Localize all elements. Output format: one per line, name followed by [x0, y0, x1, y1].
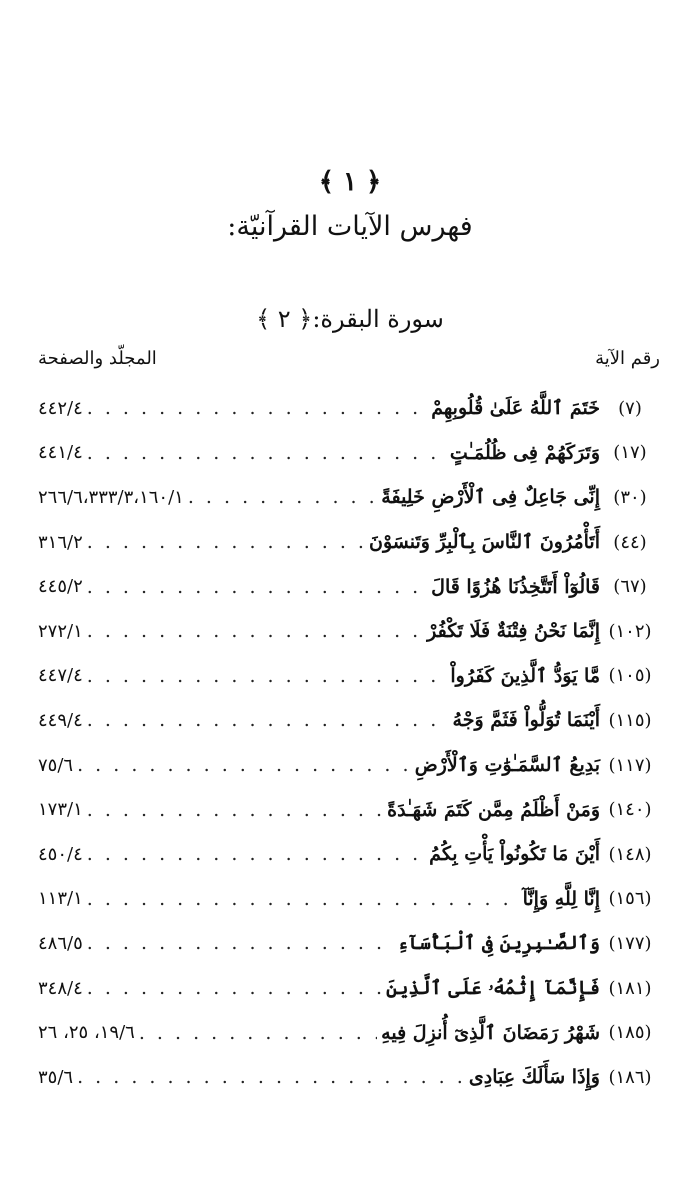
volume-page-ref: ٣٤٨/٤	[38, 977, 83, 999]
ayah-text: فَإِنَّمَآ إِثْمُهُۥ عَلَى ٱلَّذِينَ	[386, 977, 600, 1000]
volume-page-ref: ٤٤٧/٤	[38, 665, 83, 687]
volume-page-ref: ٤٤٩/٤	[38, 709, 83, 731]
volume-page-ref: ٤٥٠/٤	[38, 843, 83, 865]
volume-page-ref: ٤٤٥/٢	[38, 576, 83, 598]
ayah-index-list	[38, 386, 660, 1100]
ayah-number: (٣٠)	[613, 486, 647, 508]
list-item	[38, 386, 660, 431]
list-item	[38, 921, 660, 966]
volume-page-ref: ٣٥/٦	[38, 1066, 74, 1088]
volume-page-ref: ١٧٣/١	[38, 799, 83, 821]
dot-leader	[83, 932, 394, 954]
column-header-ayah-number: رقم الآية	[595, 348, 660, 369]
ayah-number: (١١٥)	[608, 709, 652, 731]
list-item	[38, 520, 660, 565]
dot-leader	[83, 620, 423, 642]
ayah-text: وَإِذَا سَأَلَكَ عِبَادِى	[468, 1066, 600, 1089]
dot-leader	[83, 397, 428, 419]
ayah-number: (١٨٥)	[608, 1022, 652, 1044]
ayah-number: (١٨٦)	[608, 1066, 652, 1088]
dot-leader	[83, 531, 365, 553]
page-title: فهرس الآيات القرآنيّة:	[227, 211, 473, 242]
ayah-number: (١٧٧)	[608, 932, 652, 954]
ayah-text: إِنَّا لِلَّهِ وَإِنَّآ	[522, 887, 600, 910]
list-item	[38, 698, 660, 743]
list-item	[38, 877, 660, 922]
column-header-volume-page: المجلّد والصفحة	[38, 348, 157, 369]
index-section-number: ﴿ ١ ﴾	[318, 167, 382, 197]
ayah-number: (١٠٥)	[608, 665, 652, 687]
ayah-number: (٤٤)	[613, 531, 647, 553]
ayah-text: أَيْنَ مَا تَكُونُواْ يَأْتِ بِكُمُ	[429, 843, 600, 866]
list-item	[38, 1010, 660, 1055]
list-item	[38, 609, 660, 654]
ayah-number: (٦٧)	[613, 576, 647, 598]
ayah-number: (١٧)	[613, 442, 647, 464]
dot-leader	[83, 576, 427, 598]
list-item	[38, 475, 660, 520]
dot-leader	[83, 888, 519, 910]
ayah-text: مَّا يَوَدُّ ٱلَّذِينَ كَفَرُواْ	[450, 664, 600, 687]
volume-page-ref: ١١٣/١	[38, 888, 83, 910]
ayah-number: (١٨١)	[608, 977, 652, 999]
list-item	[38, 564, 660, 609]
volume-page-ref: ١٩/٦، ٢٥، ٢٦	[38, 1022, 135, 1044]
volume-page-ref: ٤٨٦/٥	[38, 932, 83, 954]
ayah-text: أَتَأْمُرُونَ ٱلنَّاسَ بِٱلْبِرِّ وَتَنسَوْنَ	[369, 531, 600, 554]
dot-leader	[135, 1022, 377, 1044]
ayah-number: (١١٧)	[608, 754, 652, 776]
list-item	[38, 654, 660, 699]
volume-page-ref: ٤٤١/٤	[38, 442, 83, 464]
ayah-number: (٧)	[618, 397, 642, 419]
ayah-number: (١٥٦)	[608, 888, 652, 910]
ayah-text: وَتَرَكَهُمْ فِى ظُلُمَـٰتٍ	[449, 441, 600, 464]
dot-leader	[184, 486, 377, 508]
list-item	[38, 431, 660, 476]
ayah-text: إِنِّى جَاعِلٌ فِى ٱلْأَرْضِ خَلِيفَةً	[381, 486, 600, 509]
ayah-text: بَدِيعُ ٱلسَّمَـٰوَٰتِ وَٱلْأَرْضِ	[414, 754, 600, 777]
ayah-number: (١٤٠)	[608, 799, 652, 821]
dot-leader	[83, 977, 382, 999]
ayah-text: خَتَمَ ٱللَّهُ عَلَىٰ قُلُوبِهِمْ	[431, 397, 600, 420]
ayah-number: (١٠٢)	[608, 620, 652, 642]
list-item	[38, 1055, 660, 1100]
list-item	[38, 787, 660, 832]
surah-heading: سورة البقرة:﴿ ٢ ﴾	[256, 305, 444, 333]
dot-leader	[73, 754, 411, 776]
dot-leader	[73, 1066, 465, 1088]
dot-leader	[83, 799, 383, 821]
ayah-text: وَٱلصَّـٰبِرِينَ فِى ٱلْبَأْسَآءِ	[397, 932, 600, 955]
volume-page-ref: ٢٦٦/٦،٣٣٣/٣،١٦٠/١	[38, 486, 184, 508]
list-item	[38, 832, 660, 877]
list-item	[38, 966, 660, 1011]
volume-page-ref: ٧٥/٦	[38, 754, 74, 776]
volume-page-ref: ٢٧٢/١	[38, 620, 83, 642]
ayah-number: (١٤٨)	[608, 843, 652, 865]
ayah-text: شَهْرُ رَمَضَانَ ٱلَّذِىٓ أُنزِلَ فِيهِ	[381, 1021, 600, 1044]
volume-page-ref: ٤٤٢/٤	[38, 397, 83, 419]
list-item	[38, 743, 660, 788]
dot-leader	[83, 442, 446, 464]
dot-leader	[83, 843, 425, 865]
ayah-text: وَمَنْ أَظْلَمُ مِمَّن كَتَمَ شَهَـٰدَةً	[387, 798, 600, 821]
ayah-text: إِنَّمَا نَحْنُ فِتْنَةٌ فَلَا تَكْفُرْ	[427, 620, 600, 643]
ayah-text: أَيْنَمَا تُوَلُّواْ فَثَمَّ وَجْهُ	[452, 709, 600, 732]
ayah-text: قَالُوٓاْ أَتَتَّخِذُنَا هُزُوًا قَالَ	[431, 575, 600, 598]
volume-page-ref: ٣١٦/٢	[38, 531, 83, 553]
dot-leader	[83, 709, 449, 731]
dot-leader	[83, 665, 447, 687]
